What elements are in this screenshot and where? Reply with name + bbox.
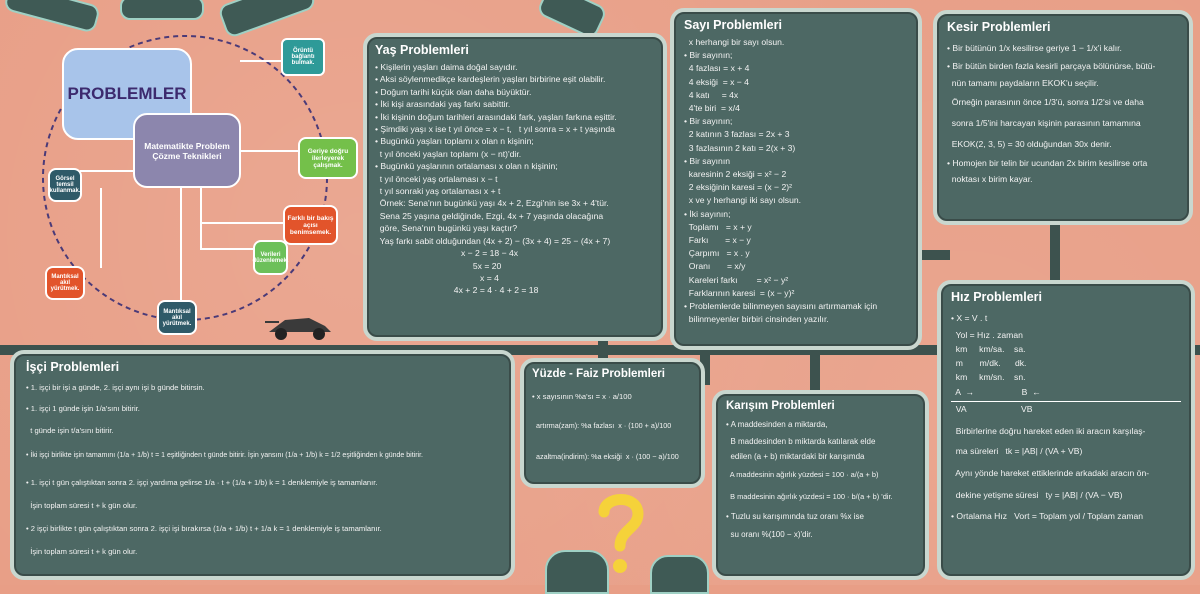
panel-title: Sayı Problemleri — [684, 18, 782, 32]
text-line: Toplamı = x + y — [684, 221, 752, 232]
text-line: 2 katının 3 fazlası = 2x + 3 — [684, 129, 790, 140]
text-line: Birbirlerine doğru hareket eden iki aracın karşılaş- — [951, 426, 1146, 436]
text-line: Kareleri farkı = x² − y² — [684, 274, 789, 285]
text-line: • 1. işçi t gün çalıştıktan sonra 2. işçi yardıma gelirse 1/a · t + (1/a + 1/b) k = 1 denklemiyle iş tamamlanır. — [26, 478, 378, 487]
mindmap-node: Farklı bir bakış açısı benimsemek. — [283, 205, 338, 245]
text-line: • Bir sayının — [684, 155, 730, 166]
decor-ribbon — [650, 555, 709, 594]
panel-title: Hız Problemleri — [951, 290, 1042, 304]
text-line: 3 fazlasının 2 katı = 2(x + 3) — [684, 142, 796, 153]
text-line: • Bir bütünün 1/x kesilirse geriye 1 − 1/x'i kalır. — [947, 43, 1122, 53]
text-line: İşin toplam süresi t + k gün olur. — [26, 501, 138, 510]
text-line: • Problemlerde bilinmeyen sayısını artırmamak için — [684, 301, 878, 312]
mindmap-wire — [200, 222, 285, 224]
panel-title: Karışım Problemleri — [726, 400, 835, 412]
text-line: • İki işçi birlikte işin tamamını (1/a + 1/b) t = 1 eşitliğinden t günde bitirir. İşin yansını (1/a + 1/b) k = 1/2 eşitliğinden k günde bitirir. — [26, 452, 423, 459]
mindmap-center: Matematikte Problem Çözme Teknikleri — [133, 113, 241, 188]
text-line: km km/sa. sa. — [951, 344, 1026, 354]
panel-yuzde — [520, 358, 705, 488]
text-line: x herhangi bir sayı olsun. — [684, 37, 785, 47]
text-line: 4 eksiği = x − 4 — [684, 76, 749, 87]
text-line: Yaş farkı sabit olduğundan (4x + 2) − (3x + 4) = 25 − (4x + 7) — [375, 235, 611, 246]
panel-karisim — [712, 390, 929, 580]
text-line: Çarpımı = x . y — [684, 248, 750, 259]
mindmap-node: Geriye doğru ilerleyerek çalışmak. — [298, 137, 358, 179]
mindmap-node: Örüntü bağlantı bulmak. — [281, 38, 325, 76]
panel-isci — [10, 350, 515, 580]
text-line: t yıl önceki yaş ortalaması x − t — [375, 173, 498, 184]
text-line: 5x = 20 — [375, 260, 502, 271]
mindmap-title: PROBLEMLER — [62, 48, 192, 140]
text-line: • Ortalama Hız Vort = Toplam yol / Toplam zaman — [951, 511, 1144, 521]
text-line: x − 2 = 18 − 4x — [375, 248, 519, 259]
text-line: • A maddesinden a miktarda, — [726, 420, 828, 429]
text-line: • 2 işçi birlikte t gün çalıştıktan sonra 2. işçi işi bırakırsa (1/a + 1/b) t + 1/a k = 1 denklemiyle iş tamamlanır. — [26, 524, 382, 533]
text-line: göre, Sena'nın bugünkü yaşı kaçtır? — [375, 223, 518, 234]
mindmap-node: Mantıksal akıl yürütmek. — [157, 300, 197, 335]
text-line: Sena 25 yaşına geldiğinde, Ezgi, 4x + 7 yaşında olacağına — [375, 210, 604, 221]
panel-title: Kesir Problemleri — [947, 20, 1051, 34]
text-line: Oranı = x/y — [684, 261, 746, 272]
text-line: km km/sn. sn. — [951, 372, 1026, 382]
mindmap-wire — [200, 188, 202, 248]
text-line: B maddesinden b miktarda katılarak elde — [726, 437, 876, 446]
text-line: t yıl önceki yaşları toplamı (x − nt)'dir. — [375, 148, 522, 159]
text-line: • Aksi söylenmedikçe kardeşlerin yaşları birbirine eşit olabilir. — [375, 74, 606, 85]
text-line: noktası x birim kayar. — [947, 174, 1033, 184]
text-line: ma süreleri tk = |AB| / (VA + VB) — [951, 446, 1083, 456]
text-line: karesinin 2 eksiği = x² − 2 — [684, 169, 787, 180]
panel-yas — [363, 33, 667, 341]
panel-kesir — [933, 10, 1193, 225]
text-line: 4x + 2 = 4 · 4 + 2 = 18 — [375, 285, 539, 296]
decor-ribbon — [545, 550, 609, 594]
panel-title: Yüzde - Faiz Problemleri — [532, 368, 665, 380]
text-line: 4 fazlası = x + 4 — [684, 63, 750, 74]
text-line: 2 eksiğinin karesi = (x − 2)² — [684, 182, 792, 193]
text-line: • Doğum tarihi küçük olan daha büyüktür. — [375, 86, 532, 97]
text-line: su oranı %(100 − x)'dir. — [726, 530, 813, 539]
text-line: • Bir sayının; — [684, 116, 733, 127]
decor-ribbon — [120, 0, 204, 20]
text-line: azaltma(indirim): %a eksiği x · (100 − a)/100 — [532, 452, 679, 461]
race-car-icon — [265, 308, 335, 342]
mindmap-node: Görsel temsil kullanmak. — [48, 168, 82, 202]
panel-sayi — [670, 8, 922, 350]
text-line: VA VB — [951, 401, 1181, 416]
panel-hiz — [937, 280, 1195, 580]
text-line: Örneğin parasının önce 1/3'ü, sonra 1/2'si ve daha — [947, 97, 1144, 107]
text-line: edilen (a + b) miktardaki bir karışımda — [726, 452, 865, 461]
mindmap-node: Mantıksal akıl yürütmek. — [45, 266, 85, 300]
panel-title: Yaş Problemleri — [375, 43, 469, 57]
text-line: A maddesinin ağırlık yüzdesi = 100 · a/(a + b) — [726, 470, 879, 479]
text-line: EKOK(2, 3, 5) = 30 olduğundan 30x denir. — [947, 139, 1112, 149]
mindmap-wire — [240, 60, 285, 62]
text-line: Aynı yönde hareket ettiklerinde arkadaki aracın ön- — [951, 468, 1150, 478]
mindmap-wire — [100, 188, 102, 268]
text-line: 4 katı = 4x — [684, 89, 739, 100]
text-line: nün tamamı paydaların EKOK'u seçilir. — [947, 78, 1099, 88]
text-line: • X = V . t — [951, 313, 988, 323]
text-line: Yol = Hız . zaman — [951, 330, 1023, 340]
connector — [1050, 225, 1060, 285]
text-line: x ve y herhangi iki sayı olsun. — [684, 195, 802, 206]
text-line: dekine yetişme süresi ty = |AB| / (VA − VB) — [951, 490, 1123, 500]
text-line: 4'te biri = x/4 — [684, 103, 740, 114]
text-line: x = 4 — [375, 272, 499, 283]
text-line: • Bugünkü yaşlarının ortalaması x olan n kişinin; — [375, 161, 558, 172]
text-line: • Bir sayının; — [684, 50, 733, 61]
connector — [920, 250, 950, 260]
text-line: İşin toplam süresi t + k gün olur. — [26, 547, 138, 556]
mindmap-wire — [80, 170, 140, 172]
text-line: • Şimdiki yaşı x ise t yıl önce = x − t, t yıl sonra = x + t yaşında — [375, 124, 615, 135]
text-line: artırma(zam): %a fazlası x · (100 + a)/100 — [532, 421, 672, 430]
text-line: • 1. işçi 1 günde işin 1/a'sını bitirir. — [26, 404, 140, 413]
text-line: • İki kişinin doğum tarihleri arasındaki fark, yaşları farkına eşittir. — [375, 111, 617, 122]
connector — [810, 345, 820, 395]
text-line: • Homojen bir telin bir ucundan 2x birim kesilirse orta — [947, 158, 1148, 168]
panel-title: İşçi Problemleri — [26, 360, 120, 374]
text-line: • Bugünkü yaşları toplamı x olan n kişinin; — [375, 136, 534, 147]
text-line: A → B ← — [951, 387, 1041, 397]
text-line: • İki sayının; — [684, 208, 731, 219]
text-line: t yıl sonraki yaş ortalaması x + t — [375, 186, 501, 197]
mindmap-node: Verileri düzenlemek. — [253, 240, 288, 275]
mindmap-wire — [240, 150, 300, 152]
text-line: • x sayısının %a'sı = x · a/100 — [532, 392, 632, 401]
text-line: sonra 1/5'ini harcayan kişinin parasının tamamına — [947, 118, 1141, 128]
text-line: • İki kişi arasındaki yaş farkı sabittir. — [375, 99, 511, 110]
text-line: m m/dk. dk. — [951, 358, 1027, 368]
text-line: • Tuzlu su karışımında tuz oranı %x ise — [726, 512, 864, 521]
text-line: Farkı = x − y — [684, 235, 751, 246]
text-line: • 1. işçi bir işi a günde, 2. işçi aynı işi b günde bitirsin. — [26, 383, 205, 392]
text-line: t günde işin t/a'sını bitirir. — [26, 426, 114, 435]
text-line: B maddesinin ağırlık yüzdesi = 100 · b/(a + b) 'dir. — [726, 492, 893, 501]
text-line: • Bir bütün birden fazla kesirli parçaya bölünürse, bütü- — [947, 61, 1156, 71]
mindmap-wire — [180, 188, 182, 303]
text-line: bilinmeyenler birbiri cinsinden yazılır. — [684, 314, 829, 325]
text-line: Örnek: Sena'nın bugünkü yaşı 4x + 2, Ezgi'nin ise 3x + 4'tür. — [375, 198, 609, 209]
mindmap-wire — [200, 248, 255, 250]
text-line: • Kişilerin yaşları daima doğal sayıdır. — [375, 62, 518, 72]
text-line: Farklarının karesi = (x − y)² — [684, 287, 795, 298]
